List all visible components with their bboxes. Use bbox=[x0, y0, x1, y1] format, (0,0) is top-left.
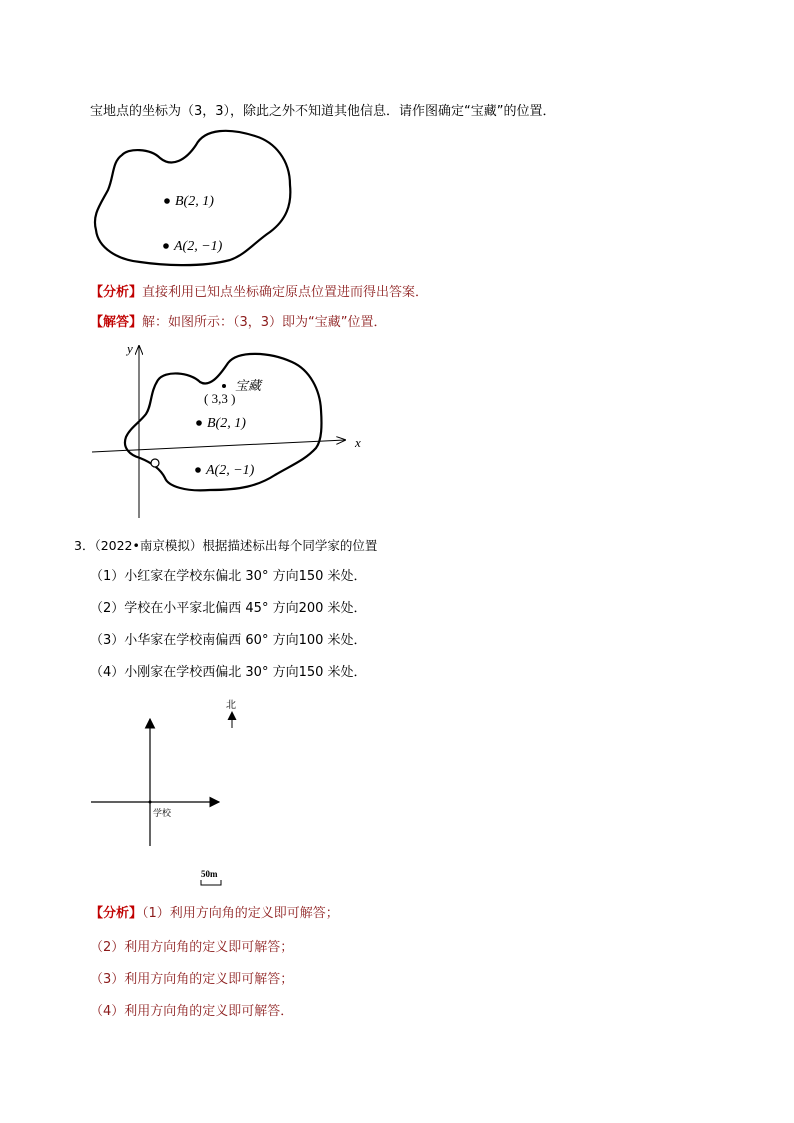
treasure-coord: ( 3,3 ) bbox=[204, 391, 236, 406]
q3-analysis-1 bbox=[90, 905, 339, 923]
point-b-dot-1 bbox=[164, 198, 170, 204]
q3-analysis-text-1: （1）利用方向角的定义即可解答； bbox=[142, 906, 339, 921]
origin-circle bbox=[151, 459, 159, 467]
q3-analysis-3: （3）利用方向角的定义即可解答； bbox=[90, 972, 294, 987]
point-b-label-2: B(2, 1) bbox=[207, 416, 246, 431]
analysis-tag: 【分析】 bbox=[90, 285, 143, 300]
q2-analysis bbox=[90, 284, 428, 302]
answer-text: 解：如图所示：（3，3）即为“宝藏”位置． bbox=[142, 315, 387, 330]
q3-analysis-tag: 【分析】 bbox=[90, 906, 143, 921]
north-label: 北 bbox=[226, 700, 236, 711]
point-a-label-1: A(2, −1) bbox=[174, 239, 223, 254]
school-direction-figure bbox=[85, 693, 245, 888]
x-axis bbox=[92, 440, 345, 452]
q2-intro: 宝地点的坐标为（3，3），除此之外不知道其他信息．请作图确定“宝藏”的位置． bbox=[90, 104, 556, 119]
point-b-dot-2 bbox=[196, 420, 202, 426]
island-figure-1 bbox=[85, 125, 345, 285]
scale-bar bbox=[201, 880, 221, 885]
q2-answer bbox=[90, 314, 387, 332]
answer-tag: 【解答】 bbox=[90, 315, 143, 330]
scale-label: 50m bbox=[201, 869, 218, 879]
q3-item-1: （1）小红家在学校东偏北 30° 方向150 米处． bbox=[90, 569, 367, 584]
q3-item-3: （3）小华家在学校南偏西 60° 方向100 米处． bbox=[90, 633, 367, 648]
q3-item-4: （4）小刚家在学校西偏北 30° 方向150 米处． bbox=[90, 665, 367, 680]
x-axis-label: x bbox=[355, 435, 361, 450]
y-axis-label: y bbox=[127, 341, 133, 356]
treasure-label: 宝藏 bbox=[235, 378, 262, 393]
q3-title: 3．（2022•南京模拟）根据描述标出每个同学家的位置 bbox=[74, 538, 378, 553]
point-a-dot-2 bbox=[195, 467, 201, 473]
point-b-label-1: B(2, 1) bbox=[175, 194, 214, 209]
point-a-label-2: A(2, −1) bbox=[206, 463, 255, 478]
island-figure-2 bbox=[85, 338, 375, 523]
q3-analysis-2: （2）利用方向角的定义即可解答； bbox=[90, 940, 294, 955]
school-origin bbox=[149, 801, 152, 804]
point-a-dot-1 bbox=[163, 243, 169, 249]
treasure-dot bbox=[222, 384, 226, 388]
q3-item-2: （2）学校在小平家北偏西 45° 方向200 米处． bbox=[90, 601, 367, 616]
analysis-text: 直接利用已知点坐标确定原点位置进而得出答案． bbox=[142, 285, 429, 300]
school-label: 学校 bbox=[153, 808, 172, 818]
q3-analysis-4: （4）利用方向角的定义即可解答． bbox=[90, 1004, 294, 1019]
